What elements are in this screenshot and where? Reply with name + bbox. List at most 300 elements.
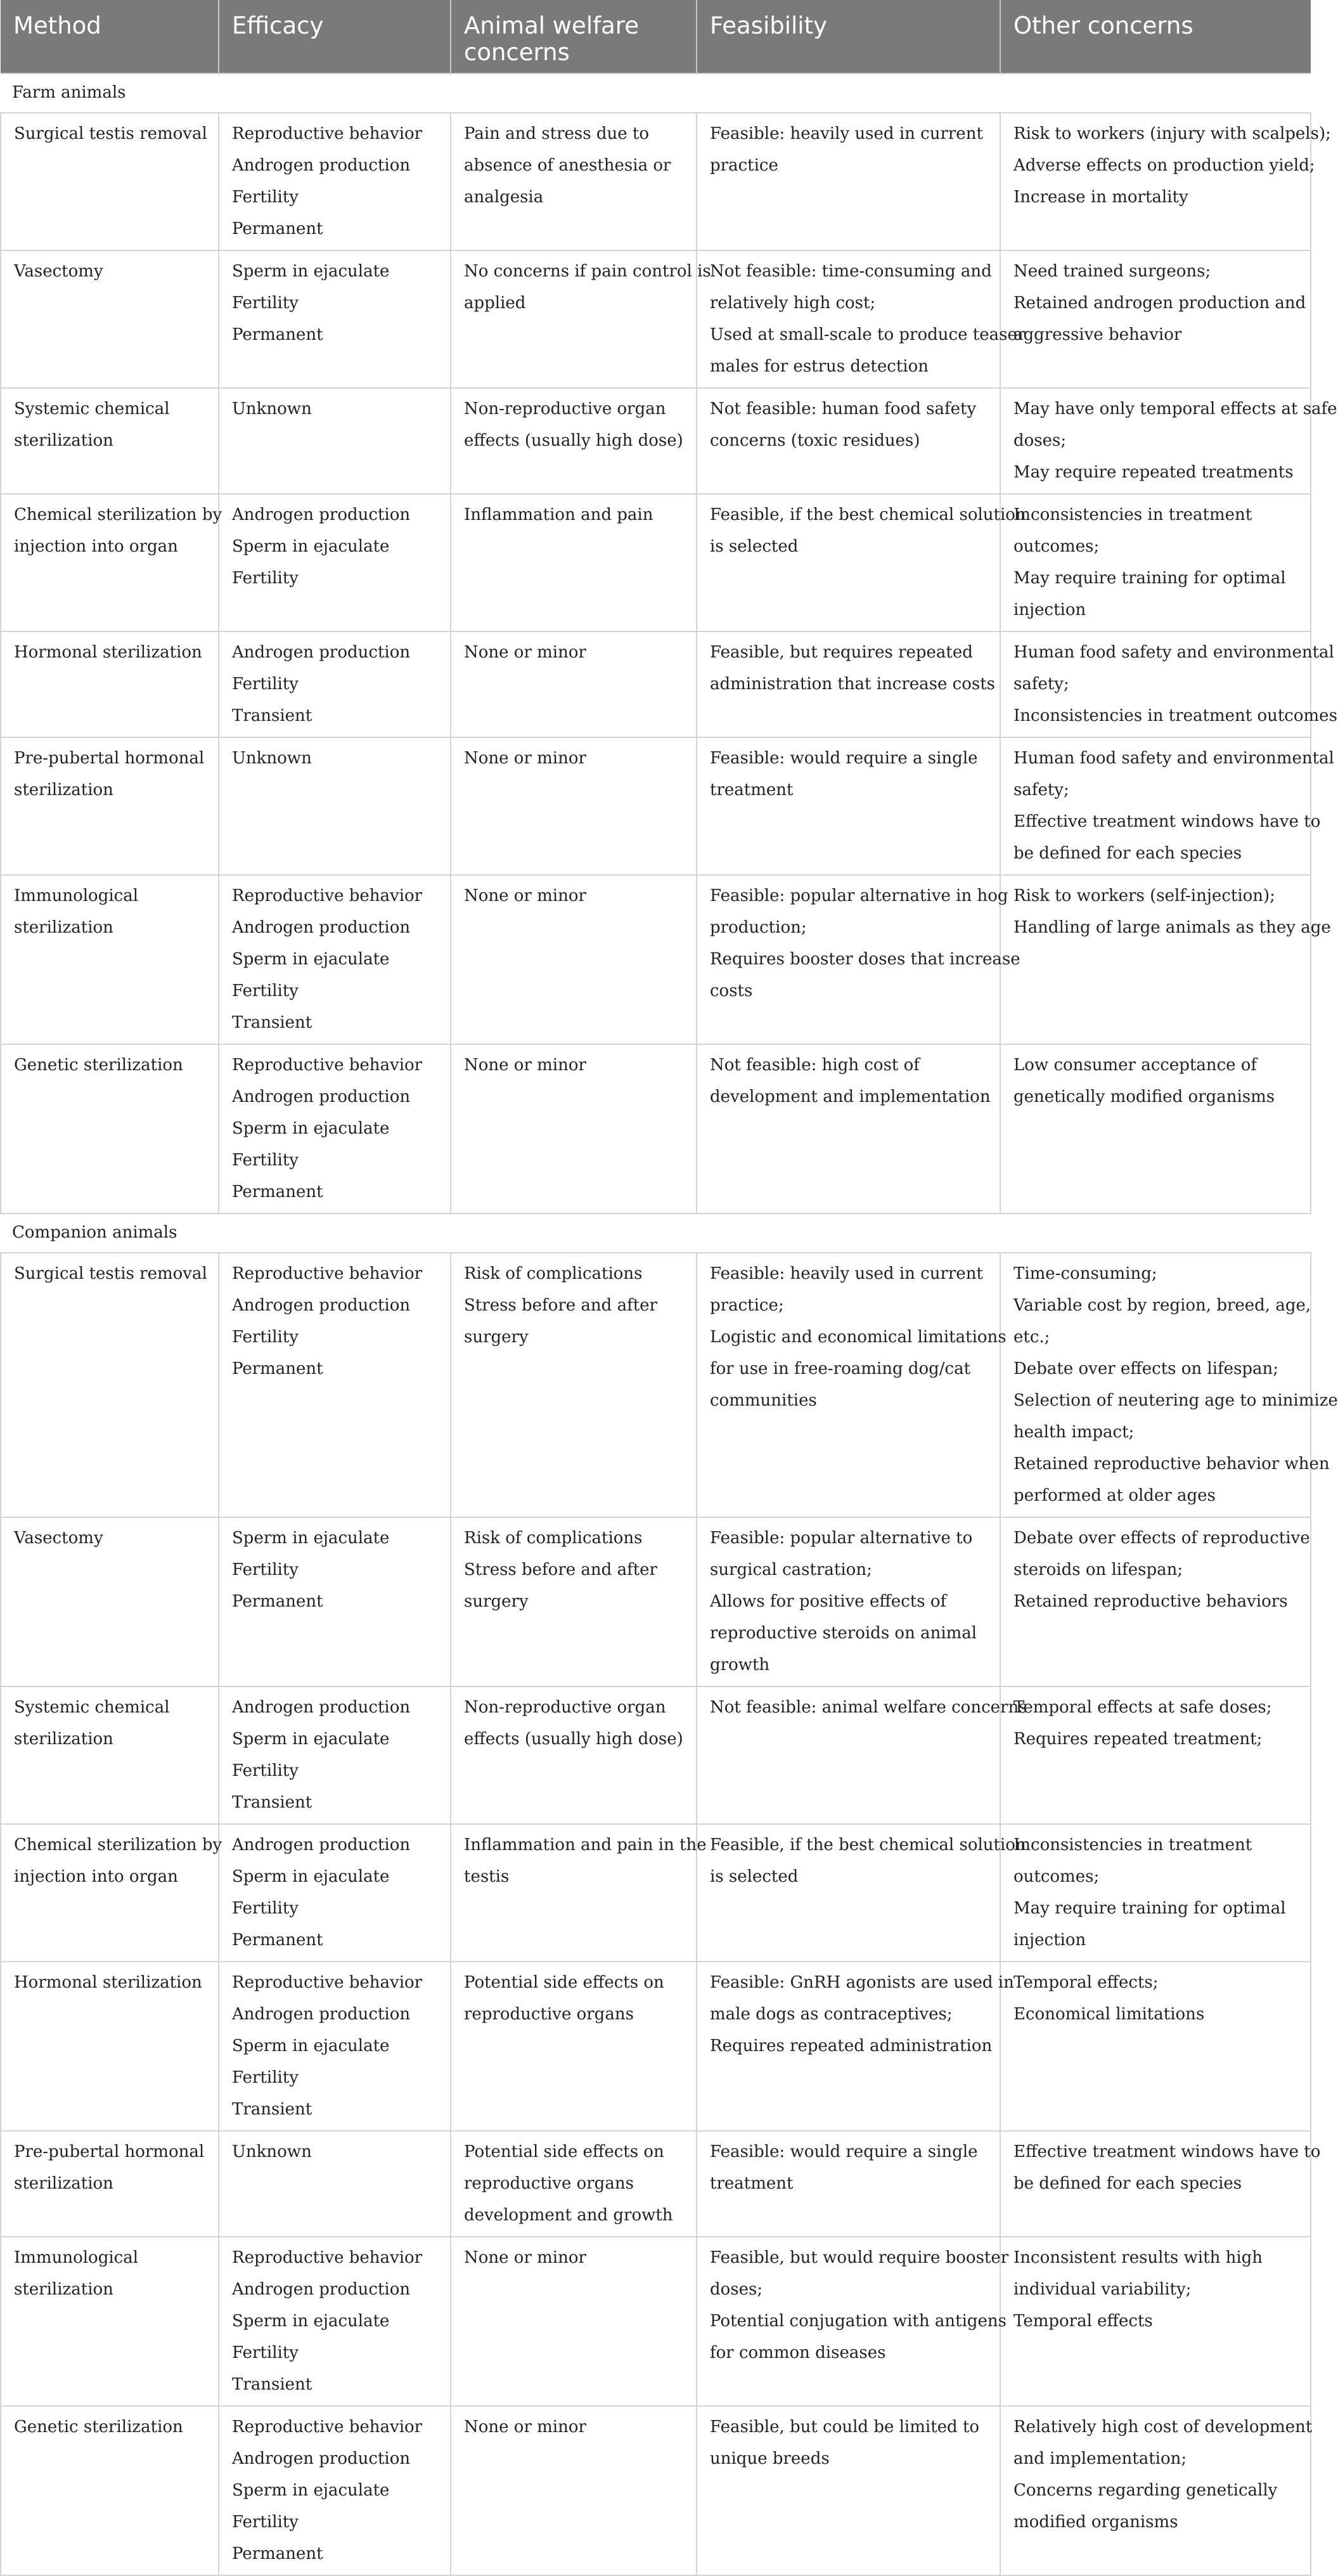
cell-line: Risk of complications <box>464 1264 643 1283</box>
cell-other-concerns <box>1000 2406 1311 2575</box>
cell-efficacy <box>219 1962 451 2131</box>
cell-line: Transient <box>232 1013 312 1032</box>
section-row <box>1 74 1311 113</box>
cell-feasibility <box>697 388 1000 494</box>
cell-line: Fertility <box>232 1328 299 1347</box>
cell-line: Androgen production <box>232 2280 411 2299</box>
cell-method <box>1 1253 219 1517</box>
column-header-animal-welfare: Animal welfare concerns <box>451 0 697 74</box>
cell-method <box>1 875 219 1044</box>
cell-animal-welfare <box>451 388 697 494</box>
cell-line: Non-reproductive organ <box>464 399 666 418</box>
cell-line: Androgen production <box>232 2449 411 2468</box>
cell-line: treatment <box>710 2174 794 2193</box>
column-header-feasibility: Feasibility <box>697 0 1000 74</box>
cell-other-concerns <box>1000 875 1331 1044</box>
cell-line: effects (usually high dose) <box>464 1730 683 1749</box>
table-row <box>1 1044 1311 1214</box>
cell-method <box>1 1824 222 1962</box>
cell-feasibility <box>697 113 1000 250</box>
cell-line: communities <box>710 1391 817 1410</box>
cell-method <box>1 2131 219 2237</box>
cell-line: Vasectomy <box>14 1529 103 1548</box>
cell-efficacy <box>219 2237 451 2406</box>
cell-line: Sperm in ejaculate <box>232 1529 390 1548</box>
cell-animal-welfare <box>451 875 697 1044</box>
cell-line: Not feasible: animal welfare concerns <box>710 1698 1027 1717</box>
cell-line: Feasible, but could be limited to <box>710 2417 980 2437</box>
cell-line: development and implementation <box>710 1087 991 1106</box>
cell-line: Feasible: heavily used in current <box>710 124 983 143</box>
cell-line: surgery <box>464 1328 529 1347</box>
cell-line: Pre-pubertal hormonal <box>14 2142 205 2161</box>
cell-line: sterilization <box>14 2280 113 2299</box>
cell-line: Permanent <box>232 1592 323 1611</box>
cell-feasibility <box>697 737 1000 875</box>
cell-line: production; <box>710 918 807 937</box>
cell-feasibility <box>697 2131 1000 2237</box>
cell-line: genetically modified organisms <box>1013 1087 1275 1106</box>
cell-line: sterilization <box>14 1730 113 1749</box>
cell-line: Effective treatment windows have to <box>1013 812 1321 831</box>
cell-line: Sperm in ejaculate <box>232 537 390 556</box>
cell-line: reproductive steroids on animal <box>710 1624 977 1643</box>
cell-other-concerns <box>1000 2237 1311 2406</box>
cell-other-concerns <box>1000 1962 1311 2131</box>
table-row <box>1 1517 1311 1686</box>
cell-line: practice; <box>710 1296 784 1315</box>
cell-other-concerns <box>1000 2131 1321 2237</box>
cell-line: doses; <box>1013 431 1067 450</box>
cell-line: None or minor <box>464 886 586 905</box>
cell-line: None or minor <box>464 643 586 662</box>
table-row <box>1 737 1311 875</box>
cell-line: Pre-pubertal hormonal <box>14 749 205 768</box>
cell-line: surgery <box>464 1592 529 1611</box>
table-row <box>1 250 1311 388</box>
cell-line: health impact; <box>1013 1423 1135 1442</box>
cell-line: Stress before and after <box>464 1560 657 1579</box>
cell-line: Genetic sterilization <box>14 1056 183 1075</box>
cell-line: Systemic chemical <box>14 399 170 418</box>
cell-line: None or minor <box>464 749 586 768</box>
cell-line: analgesia <box>464 188 544 207</box>
cell-efficacy <box>219 494 451 631</box>
cell-feasibility <box>697 2406 1000 2575</box>
cell-line: Feasible, if the best chemical solution <box>710 1835 1026 1854</box>
cell-line: safety; <box>1013 780 1069 799</box>
cell-feasibility <box>697 631 1000 737</box>
cell-line: Concerns regarding genetically <box>1013 2481 1278 2500</box>
cell-line: Fertility <box>232 1151 299 1170</box>
cell-line: Non-reproductive organ <box>464 1698 666 1717</box>
cell-feasibility <box>697 2237 1009 2406</box>
cell-line: Reproductive behavior <box>232 2248 423 2267</box>
cell-line: Chemical sterilization by <box>14 505 222 524</box>
cell-line: Androgen production <box>232 1835 411 1854</box>
cell-line: Androgen production <box>232 1698 411 1717</box>
cell-line: Inconsistent results with high <box>1013 2248 1263 2267</box>
cell-line: Sperm in ejaculate <box>232 2036 390 2055</box>
section-row <box>1 1214 1311 1253</box>
cell-line: Fertility <box>232 1560 299 1579</box>
cell-line: Feasible: popular alternative in hog <box>710 886 1008 905</box>
section-title: Companion animals <box>1 1214 1311 1253</box>
cell-method <box>1 113 219 250</box>
cell-line: Requires repeated treatment; <box>1013 1730 1263 1749</box>
cell-other-concerns <box>1000 388 1337 494</box>
cell-line: costs <box>710 981 753 1000</box>
cell-method <box>1 1686 219 1824</box>
cell-feasibility <box>697 1962 1014 2131</box>
cell-line: Retained reproductive behaviors <box>1013 1592 1288 1611</box>
cell-line: Permanent <box>232 325 323 344</box>
cell-efficacy <box>219 1686 451 1824</box>
cell-line: sterilization <box>14 780 113 799</box>
cell-efficacy <box>219 2406 451 2575</box>
cell-line: May require training for optimal <box>1013 569 1286 588</box>
cell-efficacy <box>219 388 451 494</box>
table-row <box>1 1824 1311 1962</box>
cell-line: performed at older ages <box>1013 1486 1216 1505</box>
cell-line: Chemical sterilization by <box>14 1835 222 1854</box>
cell-line: Temporal effects; <box>1013 1973 1159 1992</box>
cell-line: Transient <box>232 1793 312 1812</box>
cell-line: sterilization <box>14 431 113 450</box>
cell-animal-welfare <box>451 631 697 737</box>
cell-line: Risk to workers (injury with scalpels); <box>1013 124 1331 143</box>
cell-line: Androgen production <box>232 505 411 524</box>
cell-efficacy <box>219 250 451 388</box>
cell-line: Adverse effects on production yield; <box>1013 156 1315 175</box>
cell-efficacy <box>219 2131 451 2237</box>
cell-method <box>1 388 219 494</box>
cell-line: Sperm in ejaculate <box>232 1730 390 1749</box>
cell-line: Retained reproductive behavior when <box>1013 1454 1330 1473</box>
cell-line: Temporal effects <box>1013 2312 1153 2331</box>
cell-line: Genetic sterilization <box>14 2417 183 2437</box>
table-row <box>1 1962 1311 2131</box>
cell-line: Inflammation and pain in the <box>464 1835 707 1854</box>
cell-line: Transient <box>232 706 312 725</box>
cell-line: Reproductive behavior <box>232 886 423 905</box>
cell-line: steroids on lifespan; <box>1013 1560 1183 1579</box>
cell-method <box>1 2406 219 2575</box>
cell-line: Systemic chemical <box>14 1698 170 1717</box>
cell-line: be defined for each species <box>1013 844 1242 863</box>
cell-line: Human food safety and environmental <box>1013 749 1334 768</box>
table-row <box>1 494 1311 631</box>
cell-line: Androgen production <box>232 643 411 662</box>
cell-line: Selection of neutering age to minimize <box>1013 1391 1338 1410</box>
cell-line: etc.; <box>1013 1328 1050 1347</box>
cell-line: Sperm in ejaculate <box>232 950 390 969</box>
cell-line: No concerns if pain control is <box>464 262 711 281</box>
cell-efficacy <box>219 1517 451 1686</box>
cell-method <box>1 737 219 875</box>
table-body <box>1 74 1338 2575</box>
cell-line: injection into organ <box>14 537 178 556</box>
cell-line: Surgical testis removal <box>14 124 207 143</box>
cell-line: Time-consuming; <box>1013 1264 1157 1283</box>
cell-line: growth <box>710 1655 770 1674</box>
cell-line: modified organisms <box>1013 2513 1178 2532</box>
cell-line: effects (usually high dose) <box>464 431 683 450</box>
cell-line: Fertility <box>232 188 299 207</box>
cell-line: is selected <box>710 537 799 556</box>
cell-line: Fertility <box>232 675 299 694</box>
section-title: Farm animals <box>1 74 1311 113</box>
cell-line: Sperm in ejaculate <box>232 1867 390 1886</box>
table-row <box>1 875 1311 1044</box>
cell-line: None or minor <box>464 2248 586 2267</box>
cell-animal-welfare <box>451 1253 697 1517</box>
cell-line: Permanent <box>232 1931 323 1950</box>
cell-line: Immunological <box>14 886 139 905</box>
cell-line: surgical castration; <box>710 1560 872 1579</box>
cell-animal-welfare <box>451 1517 697 1686</box>
cell-line: Unknown <box>232 2142 312 2161</box>
cell-line: Risk to workers (self-injection); <box>1013 886 1275 905</box>
cell-line: Feasible, but requires repeated <box>710 643 973 662</box>
cell-line: be defined for each species <box>1013 2174 1242 2193</box>
cell-line: males for estrus detection <box>710 357 929 376</box>
cell-line: Feasible: popular alternative to <box>710 1529 973 1548</box>
cell-line: Fertility <box>232 1899 299 1918</box>
cell-line: Feasible: would require a single <box>710 749 978 768</box>
cell-efficacy <box>219 631 451 737</box>
cell-method <box>1 494 222 631</box>
cell-line: Fertility <box>232 294 299 313</box>
cell-animal-welfare <box>451 2131 697 2237</box>
cell-line: and implementation; <box>1013 2449 1187 2468</box>
cell-line: Sperm in ejaculate <box>232 2312 390 2331</box>
cell-line: for use in free-roaming dog/cat <box>710 1359 971 1378</box>
cell-line: unique breeds <box>710 2449 830 2468</box>
cell-line: Androgen production <box>232 1296 411 1315</box>
column-header-method: Method <box>1 0 219 74</box>
cell-other-concerns <box>1000 1824 1311 1962</box>
cell-line: Androgen production <box>232 1087 411 1106</box>
cell-feasibility <box>697 1253 1007 1517</box>
cell-line: Unknown <box>232 399 312 418</box>
cell-line: Retained androgen production and <box>1013 294 1306 313</box>
cell-other-concerns <box>1000 250 1311 388</box>
cell-line: Inconsistencies in treatment <box>1013 1835 1252 1854</box>
cell-line: male dogs as contraceptives; <box>710 2005 953 2024</box>
cell-line: Feasible: would require a single <box>710 2142 978 2161</box>
cell-method <box>1 1517 219 1686</box>
cell-other-concerns <box>1000 1044 1311 1214</box>
cell-line: Low consumer acceptance of <box>1013 1056 1258 1075</box>
column-header-efficacy: Efficacy <box>219 0 451 74</box>
cell-line: injection <box>1013 1931 1086 1950</box>
cell-line: testis <box>464 1867 510 1886</box>
cell-line: Need trained surgeons; <box>1013 262 1211 281</box>
cell-line: Reproductive behavior <box>232 1056 423 1075</box>
cell-other-concerns <box>1000 1253 1338 1517</box>
cell-line: None or minor <box>464 1056 586 1075</box>
cell-line: individual variability; <box>1013 2280 1192 2299</box>
table-row <box>1 113 1311 250</box>
cell-line: Sperm in ejaculate <box>232 262 390 281</box>
cell-line: Reproductive behavior <box>232 2417 423 2437</box>
cell-line: Transient <box>232 2100 312 2119</box>
cell-line: Used at small-scale to produce teaser <box>710 325 1026 344</box>
cell-animal-welfare <box>451 1962 697 2131</box>
cell-line: Allows for positive effects of <box>710 1592 947 1611</box>
cell-line: Androgen production <box>232 156 411 175</box>
cell-line: sterilization <box>14 2174 113 2193</box>
cell-line: Inconsistencies in treatment <box>1013 505 1252 524</box>
cell-line: Permanent <box>232 1359 323 1378</box>
cell-animal-welfare <box>451 113 697 250</box>
cell-line: Reproductive behavior <box>232 1264 423 1283</box>
cell-feasibility <box>697 1686 1027 1824</box>
cell-line: is selected <box>710 1867 799 1886</box>
cell-line: safety; <box>1013 675 1069 694</box>
cell-line: Potential side effects on <box>464 1973 664 1992</box>
cell-efficacy <box>219 875 451 1044</box>
cell-other-concerns <box>1000 1686 1311 1824</box>
cell-line: doses; <box>710 2280 763 2299</box>
cell-line: None or minor <box>464 2417 586 2437</box>
cell-line: Relatively high cost of development <box>1013 2417 1313 2437</box>
cell-method <box>1 1962 219 2131</box>
cell-line: applied <box>464 294 526 313</box>
cell-line: Transient <box>232 2375 312 2394</box>
cell-line: Fertility <box>232 2513 299 2532</box>
cell-feasibility <box>697 494 1026 631</box>
cell-line: May have only temporal effects at safe <box>1013 399 1337 418</box>
cell-method <box>1 2237 219 2406</box>
table-row <box>1 388 1311 494</box>
cell-method <box>1 250 219 388</box>
cell-line: Potential conjugation with antigens <box>710 2312 1007 2331</box>
cell-efficacy <box>219 1824 451 1962</box>
cell-line: Hormonal sterilization <box>14 1973 202 1992</box>
cell-line: Fertility <box>232 2068 299 2087</box>
cell-animal-welfare <box>451 1686 697 1824</box>
cell-line: Debate over effects on lifespan; <box>1013 1359 1279 1378</box>
cell-line: Fertility <box>232 569 299 588</box>
cell-line: Feasible: heavily used in current <box>710 1264 983 1283</box>
cell-animal-welfare <box>451 1044 697 1214</box>
cell-line: Economical limitations <box>1013 2005 1205 2024</box>
table-row <box>1 1686 1311 1824</box>
cell-line: Immunological <box>14 2248 139 2267</box>
cell-feasibility <box>697 250 1026 388</box>
cell-line: Human food safety and environmental <box>1013 643 1334 662</box>
cell-line: Permanent <box>232 1182 323 1201</box>
cell-line: absence of anesthesia or <box>464 156 671 175</box>
cell-line: sterilization <box>14 918 113 937</box>
cell-line: administration that increase costs <box>710 675 996 694</box>
cell-line: Fertility <box>232 2343 299 2362</box>
cell-animal-welfare <box>451 2406 697 2575</box>
cell-line: Fertility <box>232 1761 299 1780</box>
cell-line: injection into organ <box>14 1867 178 1886</box>
cell-efficacy <box>219 1044 451 1214</box>
cell-line: Vasectomy <box>14 262 103 281</box>
cell-line: Permanent <box>232 2544 323 2563</box>
cell-efficacy <box>219 113 451 250</box>
cell-animal-welfare <box>451 1824 707 1962</box>
cell-line: aggressive behavior <box>1013 325 1182 344</box>
cell-line: Pain and stress due to <box>464 124 650 143</box>
cell-line: outcomes; <box>1013 537 1100 556</box>
cell-line: May require repeated treatments <box>1013 463 1294 482</box>
cell-line: relatively high cost; <box>710 294 876 313</box>
cell-line: injection <box>1013 600 1086 619</box>
table-header <box>1 0 1311 74</box>
cell-line: Requires repeated administration <box>710 2036 993 2055</box>
cell-line: reproductive organs <box>464 2174 634 2193</box>
cell-animal-welfare <box>451 737 697 875</box>
cell-line: for common diseases <box>710 2343 886 2362</box>
cell-line: Temporal effects at safe doses; <box>1013 1698 1272 1717</box>
cell-line: Reproductive behavior <box>232 1973 423 1992</box>
column-header-other-concerns: Other concerns <box>1000 0 1311 74</box>
cell-line: May require training for optimal <box>1013 1899 1286 1918</box>
cell-method <box>1 1044 219 1214</box>
cell-animal-welfare <box>451 2237 697 2406</box>
cell-animal-welfare <box>451 250 711 388</box>
cell-efficacy <box>219 1253 451 1517</box>
cell-line: Feasible, if the best chemical solution <box>710 505 1026 524</box>
cell-line: Permanent <box>232 219 323 238</box>
cell-line: Feasible, but would require booster <box>710 2248 1009 2267</box>
cell-line: practice <box>710 156 778 175</box>
cell-line: Debate over effects of reproductive <box>1013 1529 1310 1548</box>
cell-other-concerns <box>1000 113 1331 250</box>
cell-line: development and growth <box>464 2206 673 2225</box>
cell-line: Hormonal sterilization <box>14 643 202 662</box>
cell-efficacy <box>219 737 451 875</box>
cell-line: Fertility <box>232 981 299 1000</box>
cell-line: concerns (toxic residues) <box>710 431 920 450</box>
header-row <box>1 0 1311 74</box>
cell-method <box>1 631 219 737</box>
table-row <box>1 1253 1311 1517</box>
cell-feasibility <box>697 1044 1000 1214</box>
cell-line: Increase in mortality <box>1013 188 1188 207</box>
cell-line: Inflammation and pain <box>464 505 653 524</box>
cell-line: Not feasible: time-consuming and <box>710 262 992 281</box>
cell-line: Androgen production <box>232 2005 411 2024</box>
cell-line: Unknown <box>232 749 312 768</box>
cell-line: Surgical testis removal <box>14 1264 207 1283</box>
cell-line: reproductive organs <box>464 2005 634 2024</box>
table-row <box>1 2237 1311 2406</box>
cell-line: Not feasible: high cost of <box>710 1056 920 1075</box>
cell-line: Potential side effects on <box>464 2142 664 2161</box>
cell-line: Logistic and economical limitations <box>710 1328 1007 1347</box>
cell-line: Feasible: GnRH agonists are used in <box>710 1973 1014 1992</box>
cell-other-concerns <box>1000 494 1311 631</box>
cell-line: Sperm in ejaculate <box>232 2481 390 2500</box>
cell-line: Variable cost by region, breed, age, <box>1013 1296 1311 1315</box>
cell-line: Handling of large animals as they age <box>1013 918 1331 937</box>
cell-line: Stress before and after <box>464 1296 657 1315</box>
cell-feasibility <box>697 875 1020 1044</box>
cell-line: outcomes; <box>1013 1867 1100 1886</box>
cell-line: Reproductive behavior <box>232 124 423 143</box>
cell-line: treatment <box>710 780 794 799</box>
cell-line: Sperm in ejaculate <box>232 1119 390 1138</box>
cell-line: Not feasible: human food safety <box>710 399 977 418</box>
cell-feasibility <box>697 1824 1026 1962</box>
